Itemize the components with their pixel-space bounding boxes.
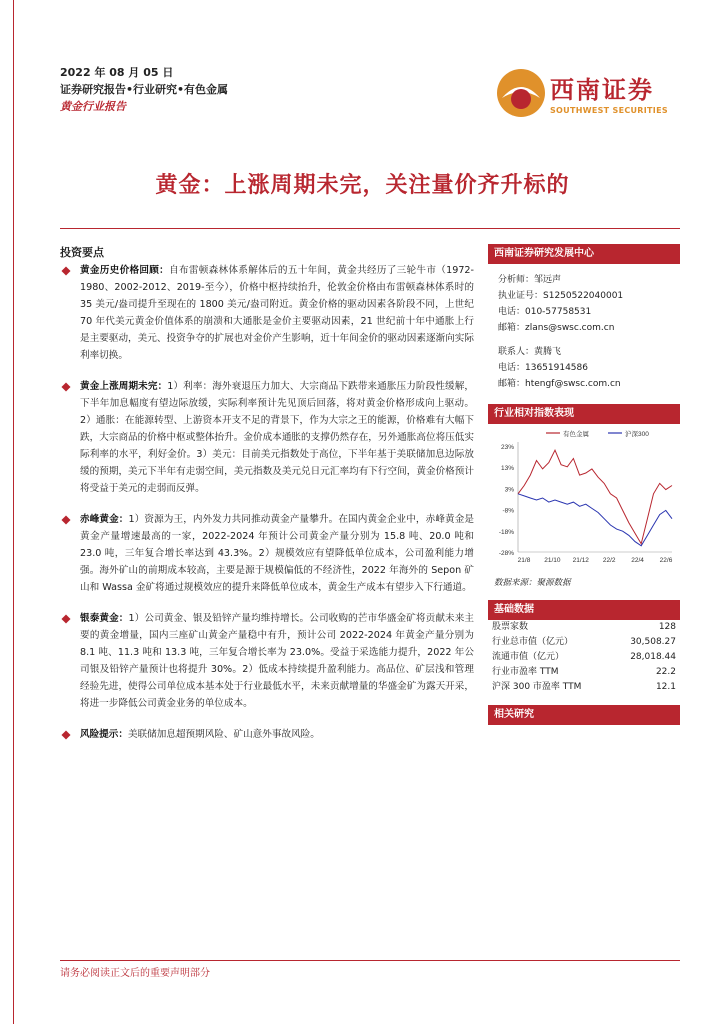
- row-label: 沪深 300 市盈率 TTM: [492, 682, 582, 692]
- logo-name-cn: 西南证券: [550, 75, 654, 104]
- report-type: 黄金行业报告: [60, 100, 126, 113]
- report-title: 黄金：上涨周期未完，关注量价齐升标的: [155, 173, 570, 198]
- point-text: 自布雷顿森林体系解体后的五十年间，黄金共经历了三轮牛市（1972-1980、2002-2012、2019-至今），价格中枢持续抬升，伦敦金价格由布雷顿森林体系时的 35 美元/盎司提升至现在的 1800 美元/盎司附近。黄金价格的驱动因素各阶段不同，上世纪 70 年代美元黄金价值体系的崩溃和大通胀是金价主要驱动因素，21 世纪前十年中通胀上行是主要驱动，美元、投资争夺的扩展也对金价产生影响，近十年间金价的驱动因素逐渐向实际利率切换。: [80, 265, 474, 361]
- table-row: [488, 680, 680, 695]
- summary-point: [60, 610, 474, 712]
- table-row: [488, 650, 680, 665]
- logo-name-en: SOUTHWEST SECURITIES: [550, 106, 668, 115]
- y-tick-label: -28%: [498, 550, 514, 557]
- point-text: 美联储加息超预期风险、矿山意外事故风险。: [127, 729, 320, 740]
- point-heading: 黄金历史价格回顾：: [80, 265, 170, 276]
- point-heading: 黄金上涨周期未完：: [80, 381, 168, 392]
- x-tick-label: 22/2: [602, 557, 616, 564]
- analyst-info: [488, 264, 680, 392]
- x-tick-label: 21/8: [517, 557, 531, 564]
- contact-line: 电话：13651914586: [498, 363, 588, 373]
- legend-label: 沪深300: [625, 431, 649, 438]
- row-value: 30,508.27: [630, 637, 676, 647]
- summary-point: [60, 726, 474, 743]
- related-research-bar: 相关研究: [488, 705, 680, 725]
- table-row: [488, 665, 680, 680]
- point-text: 1）利率：海外衰退压力加大、大宗商品下跌带来通胀压力阶段性缓解，下半年加息幅度有望边际放缓，实际利率预计先见顶后回落，将对黄金价格形成向上驱动。2）通胀：在能源转型、上游资本开支不足的背景下，作为大宗之王的能源，价格难有大幅下跌，大宗商品的价格中枢或整体抬升。金价成本通胀的支撑仍然存在，另外通胀高位将压低实际利率的水平，利好金价。3）美元：目前美元指数处于高位，下半年基于美联储加息边际放缓的预期，美元下半年有走弱空间，美元指数及美元兑日元汇率均有下行空间，黄金价格预计将受益于美元的走弱而反弹。: [80, 381, 474, 494]
- report-date: 2022 年 08 月 05 日: [60, 66, 174, 79]
- point-text: 1）资源为王，内外发力共同推动黄金产量攀升。在国内黄金企业中，赤峰黄金是黄金产量增速最高的一家，2022-2024 年预计公司黄金产量分别为 15.8 吨、20.0 吨和 23.0 吨，三年复合增长率达到 43.3%。2）规模效应有望降低单位成本，公司盈利能力增强。海外矿山的前期成本较高，主要是源于规模偏低的不经济性，2022 年海外的 Sepon 矿山和 Wassa 金矿将通过规模效应的提升来降低单位成本，黄金生产成本有望步入下行通道。: [80, 514, 475, 593]
- x-tick-label: 22/4: [631, 557, 644, 564]
- series-line: [518, 450, 672, 544]
- summary-point: [60, 511, 474, 596]
- table-row: [488, 620, 680, 635]
- series-line: [518, 494, 672, 546]
- chart-source: 数据来源：聚源数据: [494, 578, 571, 588]
- summary-point: [60, 262, 474, 364]
- header-meta: [60, 64, 228, 115]
- company-logo: [496, 64, 680, 122]
- table-row: [488, 635, 680, 650]
- row-value: 12.1: [655, 682, 676, 692]
- row-value: 128: [658, 622, 676, 632]
- row-value: 22.2: [655, 667, 676, 677]
- row-label: 流通市值（亿元）: [492, 652, 565, 662]
- index-chart: [488, 424, 680, 574]
- diamond-bullet-icon: [61, 614, 70, 623]
- basic-data-bar: 基础数据: [488, 600, 680, 620]
- row-label: 股票家数: [492, 622, 529, 632]
- contact-line: 联系人：黄腾飞: [498, 347, 562, 357]
- analyst-email[interactable]: 邮箱：zlans@swsc.com.cn: [498, 323, 615, 333]
- y-tick-label: 3%: [504, 486, 514, 494]
- row-label: 行业市盈率 TTM: [492, 667, 559, 677]
- contact-email[interactable]: 邮箱：htengf@swsc.com.cn: [498, 379, 621, 389]
- research-center-bar: 西南证券研究发展中心: [488, 244, 680, 264]
- footer-disclaimer[interactable]: 请务必阅读正文后的重要声明部分: [60, 968, 210, 979]
- analyst-line: 电话：010-57758531: [498, 307, 592, 317]
- index-performance-bar: 行业相对指数表现: [488, 404, 680, 424]
- y-tick-label: 23%: [500, 444, 514, 451]
- point-heading: 风险提示：: [80, 729, 128, 740]
- point-heading: 赤峰黄金：: [80, 514, 129, 525]
- point-heading: 银泰黄金：: [80, 613, 129, 624]
- sidebar: [488, 244, 680, 725]
- title-divider: [60, 228, 680, 229]
- row-label: 行业总市值（亿元）: [492, 637, 574, 647]
- index-chart-svg: [488, 424, 680, 574]
- summary-heading: 投资要点: [60, 246, 104, 259]
- point-text: 1）公司黄金、银及铅锌产量均维持增长。公司收购的芒市华盛金矿将贡献未来主要的黄金增量，国内三座矿山黄金产量稳中有升，预计公司 2022-2024 年黄金产量分别为 8.1 吨、11.3 吨和 13.3 吨，三年复合增长率为 23.0%。受益于采选能力提升，2022 年公司银及铅锌产量预计也将提升 30%。2）低成本持续提升盈利能力。高品位、矿层浅和管理经验先进，使得公司单位成本基本处于行业最低水平，未来贡献增量的华盛金矿为露天开采，将进一步降低公司黄金业务的单位成本。: [80, 613, 475, 709]
- basic-data-table: [488, 620, 680, 695]
- diamond-bullet-icon: [61, 730, 70, 739]
- x-tick-label: 21/12: [572, 557, 589, 564]
- y-tick-label: -18%: [498, 528, 514, 536]
- diamond-bullet-icon: [61, 266, 70, 275]
- analyst-line: 执业证号：S1250522040001: [498, 291, 624, 301]
- summary-point: [60, 378, 474, 497]
- y-tick-label: -8%: [502, 507, 514, 515]
- footer-divider: [60, 960, 680, 961]
- report-category: 证券研究报告•行业研究•有色金属: [60, 83, 229, 96]
- legend-label: 有色金属: [563, 431, 589, 438]
- analyst-line: 分析师：邹远声: [498, 275, 562, 285]
- y-tick-label: 13%: [500, 465, 514, 473]
- summary-body: [60, 262, 474, 757]
- diamond-bullet-icon: [61, 382, 70, 391]
- logo-emblem-icon: [496, 68, 546, 118]
- row-value: 28,018.44: [630, 652, 676, 662]
- page-border-line: [13, 0, 14, 1024]
- x-tick-label: 22/6: [659, 557, 673, 564]
- x-tick-label: 21/10: [544, 557, 561, 564]
- diamond-bullet-icon: [61, 515, 70, 524]
